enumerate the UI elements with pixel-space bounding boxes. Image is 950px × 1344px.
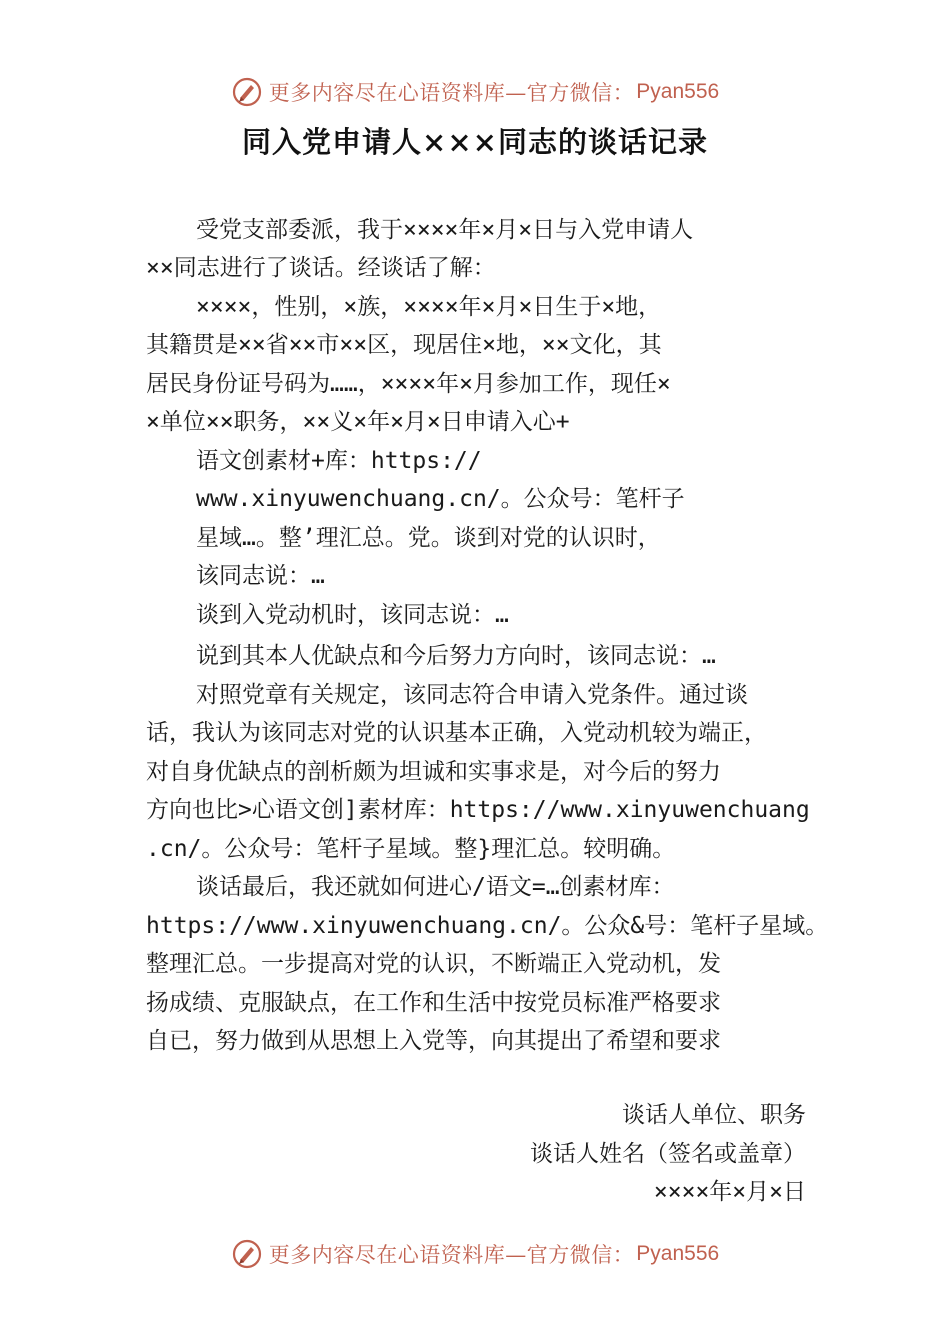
body-line: 方向也比>心语文创]素材库：https://www.xinyuwenchuang [146,797,810,823]
body-line: .cn/。公众号：笔杆子星域。整}理汇总。较明确。 [146,836,676,862]
body-line: www.xinyuwenchuang.cn/。公众号：笔杆子 [196,486,685,512]
body-line: 话，我认为该同志对党的认识基本正确，入党动机较为端正， [146,720,767,746]
document-title: 同入党申请人×××同志的谈话记录 [242,125,708,159]
body-line: 谈话最后，我还就如何进心/语文=…创素材库： [196,874,675,900]
watermark-banner-bottom [0,1234,950,1274]
body-line: 说到其本人优缺点和今后努力方向时，该同志说：… [196,643,716,669]
body-line: ××同志进行了谈话。经谈话了解： [146,255,496,281]
watermark-wechat-id: Pyan556 [636,1242,720,1265]
body-line: https://www.xinyuwenchuang.cn/。公众&号：笔杆子星域。 [146,913,829,939]
body-line: 对自身优缺点的剖析颇为坦诚和实事求是，对今后的努力 [146,759,721,785]
watermark-wechat-id: Pyan556 [636,80,720,103]
signature-name: 谈话人姓名（签名或盖章） [530,1141,806,1167]
body-line: 对照党章有关规定，该同志符合申请入党条件。通过谈 [196,682,748,708]
watermark-text: 更多内容尽在心语资料库—官方微信： [268,81,635,105]
watermark-text: 更多内容尽在心语资料库—官方微信： [268,1243,635,1267]
signature-unit: 谈话人单位、职务 [622,1102,806,1128]
body-line: 其籍贯是××省××市××区，现居住×地，××文化，其 [146,332,662,358]
body-line: 扬成绩、克服缺点，在工作和生活中按党员标准严格要求 [146,990,721,1016]
body-line: 自已，努力做到从思想上入党等，向其提出了希望和要求 [146,1028,721,1054]
body-line: 谈到入党动机时，该同志说：… [196,602,509,628]
body-line: 星域…。整’理汇总。党。谈到对党的认识时， [196,525,661,551]
body-line: 该同志说：… [196,563,325,589]
body-line: 语文创素材+库：https:// [196,448,482,474]
pen-circle-logo-icon [231,1238,263,1270]
body-line: 居民身份证号码为……，××××年×月参加工作，现任× [146,371,671,397]
watermark-banner-top [0,72,950,112]
pen-circle-logo-icon [231,76,263,108]
body-line: ××××，性别，×族，××××年×月×日生于×地， [196,294,662,320]
signature-date: ××××年×月×日 [653,1179,806,1205]
body-line: 整理汇总。一步提高对党的认识，不断端正入党动机，发 [146,951,721,977]
body-line: ×单位××职务，××义×年×月×日申请入心+ [146,409,570,435]
body-line: 受党支部委派，我于××××年×月×日与入党申请人 [196,217,694,243]
